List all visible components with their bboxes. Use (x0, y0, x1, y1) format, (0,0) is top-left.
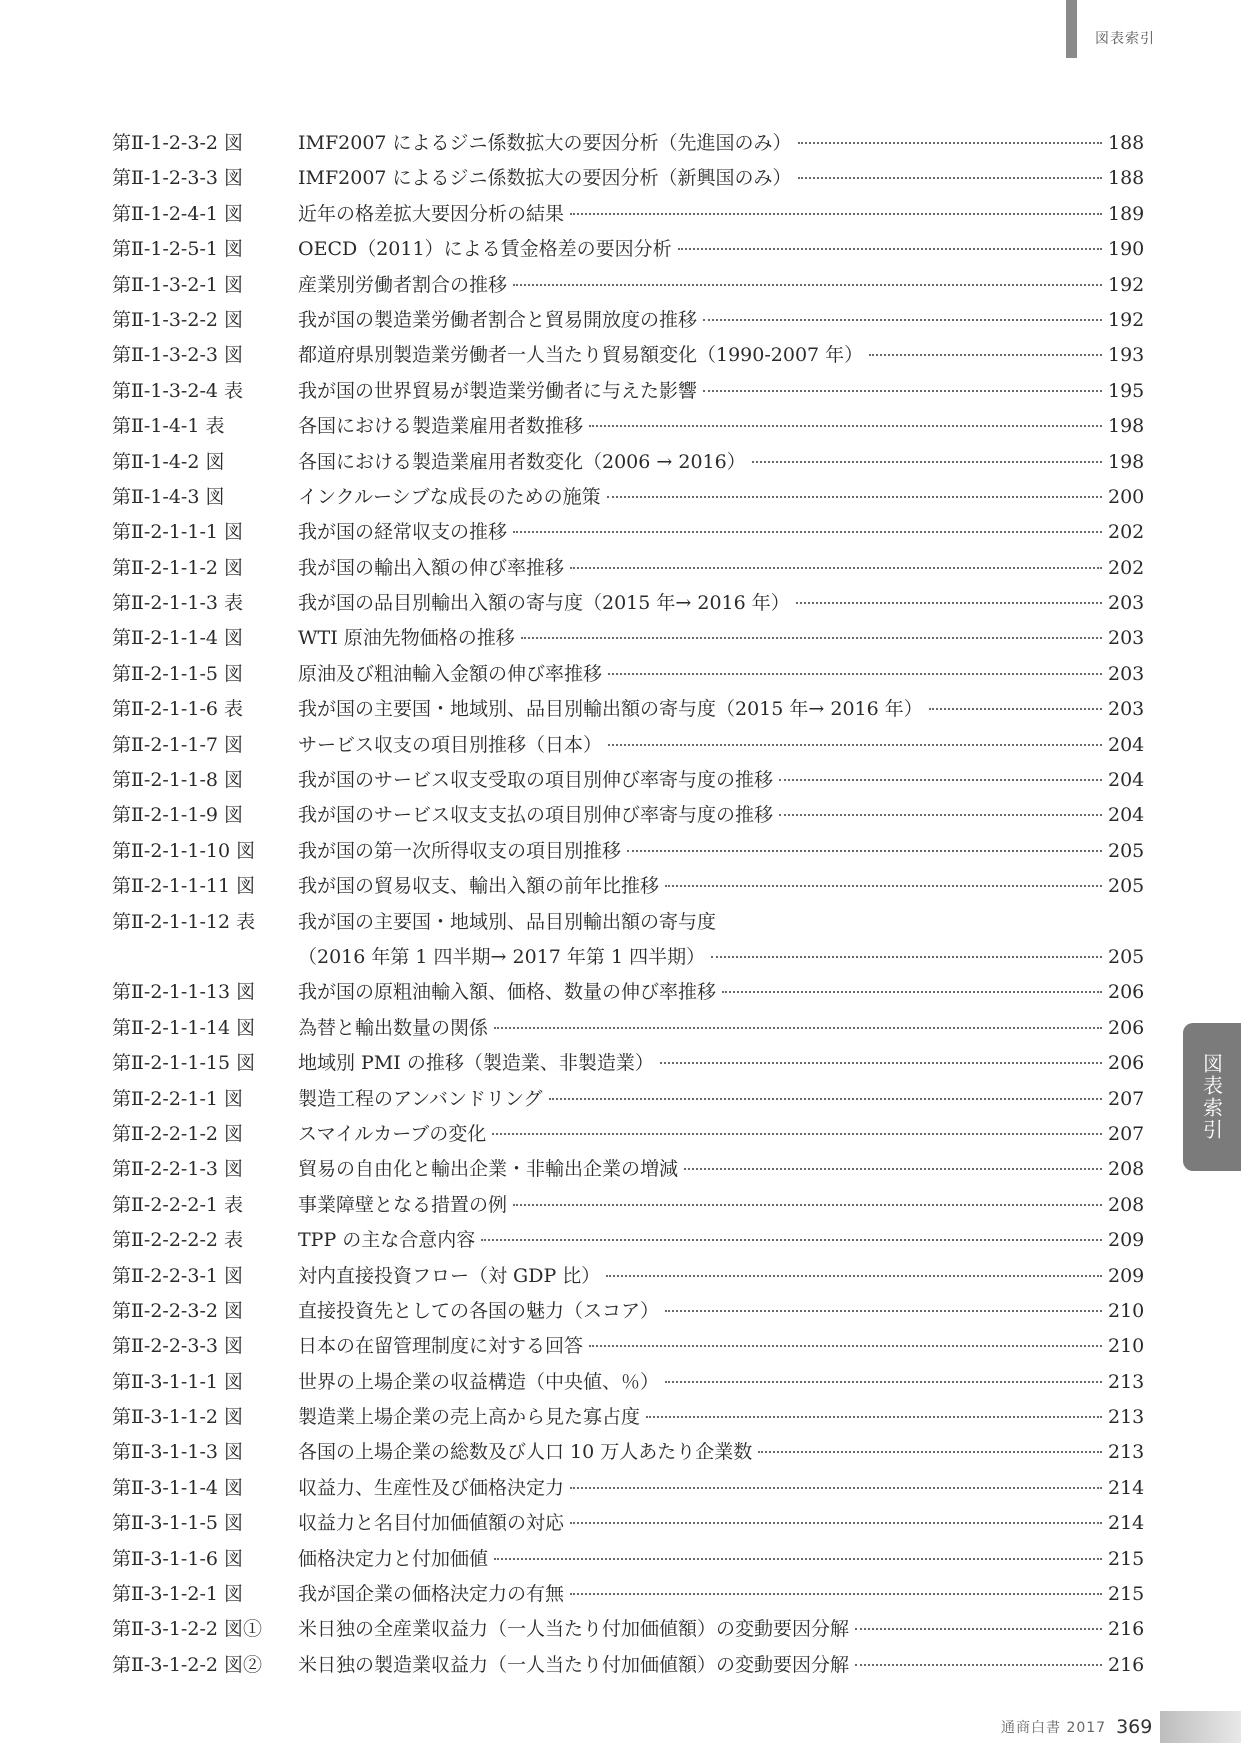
figure-title: 近年の格差拡大要因分析の結果 (298, 202, 565, 225)
index-entry[interactable] (112, 270, 1145, 305)
figure-title: OECD（2011）による賃金格差の要因分析 (298, 238, 672, 261)
dot-leader (646, 1416, 1102, 1418)
figure-title: サービス収支の項目別推移（日本） (298, 733, 603, 756)
section-tab[interactable] (1183, 1023, 1241, 1171)
dot-leader (665, 885, 1102, 887)
page-ref: 213 (1108, 1441, 1145, 1464)
publication-title: 通商白書 2017 (1001, 1720, 1107, 1736)
figure-id: 第Ⅱ-1-4-3 図 (112, 485, 225, 508)
page-ref: 214 (1108, 1476, 1145, 1499)
figure-title: 我が国の貿易収支、輸出入額の前年比推移 (298, 875, 660, 898)
page-ref: 207 (1108, 1087, 1145, 1110)
dot-leader (855, 1628, 1102, 1630)
index-entry[interactable] (112, 234, 1145, 269)
index-entry[interactable] (112, 871, 1145, 906)
index-entry[interactable] (112, 1119, 1145, 1154)
dot-leader (703, 319, 1102, 321)
figure-id: 第Ⅱ-2-2-1-3 図 (112, 1158, 243, 1181)
figure-id: 第Ⅱ-1-3-2-2 図 (112, 308, 243, 331)
index-entry-row (112, 588, 1145, 623)
page-ref: 207 (1108, 1122, 1145, 1145)
index-entry[interactable] (112, 659, 1145, 694)
figure-title: 日本の在留管理制度に対する回答 (298, 1335, 584, 1358)
index-entry[interactable] (112, 1048, 1145, 1083)
page-ref: 189 (1108, 202, 1145, 225)
figure-id: 第Ⅱ-2-2-3-1 図 (112, 1264, 243, 1287)
figure-id: 第Ⅱ-2-1-1-13 図 (112, 981, 256, 1004)
page-ref: 205 (1108, 839, 1145, 862)
figure-id: 第Ⅱ-1-2-5-1 図 (112, 238, 243, 261)
dot-leader (665, 1310, 1102, 1312)
dot-leader (481, 1239, 1102, 1241)
index-entry[interactable] (112, 765, 1145, 800)
page-ref: 204 (1108, 804, 1145, 827)
figure-title: 我が国のサービス収支受取の項目別伸び率寄与度の推移 (298, 769, 774, 792)
figure-id: 第Ⅱ-3-1-1-4 図 (112, 1476, 243, 1499)
page-ref: 188 (1108, 167, 1145, 190)
page-ref: 203 (1108, 627, 1145, 650)
figure-title: IMF2007 によるジニ係数拡大の要因分析（新興国のみ） (298, 167, 792, 190)
index-entry[interactable] (112, 1013, 1145, 1048)
page-ref: 205 (1108, 875, 1145, 898)
figure-title: スマイルカーブの変化 (298, 1122, 487, 1145)
figure-id: 第Ⅱ-1-3-2-3 図 (112, 344, 243, 367)
dot-leader (703, 390, 1102, 392)
page-ref: 203 (1108, 662, 1145, 685)
figure-title: 収益力と名目付加価値額の対応 (298, 1512, 565, 1535)
index-entry-row (112, 694, 1145, 729)
figure-title: TPP の主な合意内容 (298, 1229, 476, 1252)
index-entry-row (112, 234, 1145, 269)
index-entry[interactable] (112, 411, 1145, 446)
index-entry[interactable] (112, 694, 1145, 729)
index-entry-row (112, 977, 1145, 1012)
index-entry-row (112, 1614, 1145, 1649)
index-entry[interactable] (112, 1614, 1145, 1649)
running-header: 図表索引 (1095, 31, 1155, 47)
figure-id: 第Ⅱ-3-1-1-1 図 (112, 1370, 243, 1393)
dot-leader (798, 177, 1102, 179)
figure-title: 我が国の主要国・地域別、品目別輸出額の寄与度（2015 年→ 2016 年） (298, 698, 923, 721)
dot-leader (608, 744, 1102, 746)
index-entry-row (112, 270, 1145, 305)
figure-id: 第Ⅱ-1-2-4-1 図 (112, 202, 243, 225)
page-ref: 209 (1108, 1229, 1145, 1252)
figure-id: 第Ⅱ-3-1-2-1 図 (112, 1583, 243, 1606)
index-entry-row (112, 1473, 1145, 1508)
dot-leader (570, 1522, 1102, 1524)
index-entry-row (112, 1048, 1145, 1083)
figure-title: 我が国の品目別輸出入額の寄与度（2015 年→ 2016 年） (298, 592, 790, 615)
figure-title: WTI 原油先物価格の推移 (298, 627, 515, 650)
index-entry-row (112, 907, 1142, 942)
dot-leader (570, 213, 1102, 215)
section-tab-label: 図表索引 (1199, 1053, 1224, 1141)
dot-leader (929, 708, 1102, 710)
figure-title: 原油及び粗油輸入金額の伸び率推移 (298, 662, 603, 685)
dot-leader (570, 567, 1102, 569)
figure-id: 第Ⅱ-2-1-1-15 図 (112, 1052, 256, 1075)
figure-title: 我が国の製造業労働者割合と貿易開放度の推移 (298, 308, 698, 331)
figure-index-list (112, 128, 1145, 1685)
page-number: 369 (1116, 1716, 1153, 1738)
index-entry[interactable] (112, 553, 1145, 588)
index-entry-row (112, 482, 1145, 517)
figure-title: 米日独の製造業収益力（一人当たり付加価値額）の変動要因分解 (298, 1653, 850, 1676)
index-entry[interactable] (112, 1084, 1145, 1119)
index-entry-row (112, 1296, 1145, 1331)
page-ref: 200 (1108, 485, 1145, 508)
dot-leader (758, 1451, 1102, 1453)
figure-title: 世界の上場企業の収益構造（中央値、％） (298, 1370, 660, 1393)
dot-leader (570, 1487, 1102, 1489)
page-ref: 202 (1108, 521, 1145, 544)
page-ref: 216 (1108, 1653, 1145, 1676)
index-entry[interactable] (112, 588, 1145, 623)
page-ref: 206 (1108, 1016, 1145, 1039)
index-entry-row (112, 1437, 1145, 1472)
index-entry-row (112, 765, 1145, 800)
dot-leader (627, 850, 1102, 852)
index-entry[interactable] (112, 163, 1145, 198)
figure-id: 第Ⅱ-3-1-1-2 図 (112, 1406, 243, 1429)
figure-id: 第Ⅱ-2-1-1-11 図 (112, 875, 256, 898)
index-entry-continuation-row (112, 942, 1145, 977)
dot-leader (608, 673, 1102, 675)
page-ref: 198 (1108, 450, 1145, 473)
figure-title: 米日独の全産業収益力（一人当たり付加価値額）の変動要因分解 (298, 1618, 850, 1641)
page-ref: 195 (1108, 379, 1145, 402)
index-entry-row (112, 128, 1145, 163)
figure-id: 第Ⅱ-2-2-2-1 表 (112, 1193, 243, 1216)
figure-id: 第Ⅱ-3-1-1-6 図 (112, 1547, 243, 1570)
index-entry-row (112, 1261, 1145, 1296)
dot-leader (513, 1204, 1102, 1206)
figure-id: 第Ⅱ-1-2-3-2 図 (112, 132, 243, 154)
figure-id: 第Ⅱ-2-1-1-3 表 (112, 592, 243, 615)
index-entry[interactable] (112, 482, 1145, 517)
page-ref: 203 (1108, 592, 1145, 615)
figure-title: 対内直接投資フロー（対 GDP 比） (298, 1264, 601, 1287)
index-entry-row (112, 1084, 1145, 1119)
figure-title: 我が国企業の価格決定力の有無 (298, 1583, 565, 1606)
figure-id: 第Ⅱ-2-1-1-10 図 (112, 839, 256, 862)
dot-leader (494, 1027, 1102, 1029)
figure-id: 第Ⅱ-3-1-1-5 図 (112, 1512, 243, 1535)
index-entry-row (112, 1331, 1145, 1366)
index-entry[interactable] (112, 305, 1145, 340)
index-entry-row (112, 1119, 1145, 1154)
figure-id: 第Ⅱ-2-1-1-14 図 (112, 1016, 256, 1039)
index-entry-row (112, 800, 1145, 835)
page-ref: 192 (1108, 308, 1145, 331)
figure-id: 第Ⅱ-2-1-1-1 図 (112, 521, 243, 544)
figure-title: 価格決定力と付加価値 (298, 1547, 489, 1570)
index-entry[interactable] (112, 907, 1145, 978)
page-ref: 215 (1108, 1547, 1145, 1570)
dot-leader (722, 991, 1102, 993)
index-entry[interactable] (112, 1367, 1145, 1402)
figure-title: IMF2007 によるジニ係数拡大の要因分析（先進国のみ） (298, 132, 792, 154)
index-entry[interactable] (112, 128, 1145, 163)
figure-id: 第Ⅱ-3-1-1-3 図 (112, 1441, 243, 1464)
header-accent-bar (1066, 0, 1077, 58)
dot-leader (589, 425, 1102, 427)
figure-id: 第Ⅱ-1-4-1 表 (112, 415, 225, 438)
figure-id: 第Ⅱ-1-2-3-3 図 (112, 167, 243, 190)
page-ref: 216 (1108, 1618, 1145, 1641)
figure-id: 第Ⅱ-2-1-1-2 図 (112, 556, 243, 579)
figure-title: 為替と輸出数量の関係 (298, 1016, 489, 1039)
dot-leader (796, 602, 1102, 604)
index-entry-row (112, 836, 1145, 871)
page-ref: 209 (1108, 1264, 1145, 1287)
index-entry-row (112, 1544, 1145, 1579)
figure-title: 各国における製造業雇用者数推移 (298, 415, 584, 438)
index-entry-row (112, 199, 1145, 234)
dot-leader (492, 1133, 1102, 1135)
page-ref: 204 (1108, 769, 1145, 792)
figure-id: 第Ⅱ-2-1-1-12 表 (112, 910, 256, 933)
figure-title: 都道府県別製造業労働者一人当たり貿易額変化（1990-2007 年） (298, 344, 864, 367)
figure-id: 第Ⅱ-2-1-1-7 図 (112, 733, 243, 756)
index-entry-row (112, 1402, 1145, 1437)
dot-leader (779, 779, 1102, 781)
figure-title: 我が国の主要国・地域別、品目別輸出額の寄与度 (298, 910, 717, 933)
index-entry[interactable] (112, 1331, 1145, 1366)
dot-leader (513, 284, 1102, 286)
figure-title: 収益力、生産性及び価格決定力 (298, 1476, 565, 1499)
figure-title: 各国における製造業雇用者数変化（2006 → 2016） (298, 450, 746, 473)
index-entry[interactable] (112, 977, 1145, 1012)
dot-leader (665, 1381, 1102, 1383)
dot-leader (521, 637, 1102, 639)
figure-id: 第Ⅱ-2-2-3-3 図 (112, 1335, 243, 1358)
page-ref: 208 (1108, 1193, 1145, 1216)
dot-leader (607, 496, 1102, 498)
figure-title: 我が国の第一次所得収支の項目別推移 (298, 839, 622, 862)
index-entry[interactable] (112, 1190, 1145, 1225)
index-entry[interactable] (112, 447, 1145, 482)
dot-leader (606, 1275, 1102, 1277)
dot-leader (855, 1664, 1102, 1666)
figure-id: 第Ⅱ-2-1-1-9 図 (112, 804, 243, 827)
index-entry[interactable] (112, 1402, 1145, 1437)
page-ref: 213 (1108, 1370, 1145, 1393)
figure-id: 第Ⅱ-1-4-2 図 (112, 450, 225, 473)
figure-id: 第Ⅱ-2-2-1-1 図 (112, 1087, 243, 1110)
index-entry-row (112, 623, 1145, 658)
index-entry[interactable] (112, 1225, 1145, 1260)
page-ref: 206 (1108, 981, 1145, 1004)
figure-title: 我が国のサービス収支支払の項目別伸び率寄与度の推移 (298, 804, 774, 827)
index-entry[interactable] (112, 199, 1145, 234)
dot-leader (869, 354, 1102, 356)
figure-title: 直接投資先としての各国の魅力（スコア） (298, 1299, 660, 1322)
index-entry[interactable] (112, 1508, 1145, 1543)
index-entry-row (112, 411, 1145, 446)
index-entry[interactable] (112, 1650, 1145, 1685)
dot-leader (660, 1062, 1102, 1064)
page-ref: 204 (1108, 733, 1145, 756)
index-entry-row (112, 1190, 1145, 1225)
page-ref: 213 (1108, 1406, 1145, 1429)
page-ref: 214 (1108, 1512, 1145, 1535)
page-ref: 215 (1108, 1583, 1145, 1606)
index-entry[interactable] (112, 1261, 1145, 1296)
figure-title-continuation: （2016 年第 1 四半期→ 2017 年第 1 四半期） (298, 945, 706, 968)
index-entry-row (112, 871, 1145, 906)
figure-title: 貿易の自由化と輸出企業・非輸出企業の増減 (298, 1158, 679, 1181)
figure-title: 地域別 PMI の推移（製造業、非製造業） (298, 1052, 654, 1075)
index-entry[interactable] (112, 1296, 1145, 1331)
figure-id: 第Ⅱ-2-2-1-2 図 (112, 1122, 243, 1145)
index-entry[interactable] (112, 1437, 1145, 1472)
index-entry[interactable] (112, 1579, 1145, 1614)
index-entry[interactable] (112, 376, 1145, 411)
index-entry-row (112, 1579, 1145, 1614)
index-entry-row (112, 1650, 1145, 1685)
index-entry[interactable] (112, 800, 1145, 835)
index-entry-row (112, 163, 1145, 198)
index-entry[interactable] (112, 517, 1145, 552)
index-entry[interactable] (112, 1473, 1145, 1508)
dot-leader (678, 248, 1102, 250)
dot-leader (779, 814, 1102, 816)
figure-id: 第Ⅱ-2-2-2-2 表 (112, 1229, 243, 1252)
figure-id: 第Ⅱ-3-1-2-2 図① (112, 1618, 262, 1641)
figure-id: 第Ⅱ-1-3-2-4 表 (112, 379, 243, 402)
page-ref: 205 (1108, 945, 1145, 968)
figure-title: 我が国の経常収支の推移 (298, 521, 508, 544)
dot-leader (570, 1593, 1102, 1595)
figure-id: 第Ⅱ-2-1-1-5 図 (112, 662, 243, 685)
page-ref: 193 (1108, 344, 1145, 367)
index-entry-row (112, 340, 1145, 375)
index-entry[interactable] (112, 623, 1145, 658)
index-entry-row (112, 1154, 1145, 1189)
dot-leader (513, 531, 1102, 533)
index-entry-row (112, 305, 1145, 340)
index-entry-row (112, 1508, 1145, 1543)
footer-accent-bar (1160, 1711, 1241, 1743)
index-entry-row (112, 517, 1145, 552)
figure-title: インクルーシブな成長のための施策 (298, 485, 601, 508)
index-entry[interactable] (112, 730, 1145, 765)
page-ref: 188 (1108, 132, 1145, 154)
page-ref: 202 (1108, 556, 1145, 579)
figure-title: 製造工程のアンバンドリング (298, 1087, 543, 1110)
page-ref: 208 (1108, 1158, 1145, 1181)
index-entry[interactable] (112, 1154, 1145, 1189)
figure-id: 第Ⅱ-2-1-1-6 表 (112, 698, 243, 721)
page-ref: 210 (1108, 1335, 1145, 1358)
figure-title: 製造業上場企業の売上高から見た寡占度 (298, 1406, 641, 1429)
page-ref: 192 (1108, 273, 1145, 296)
figure-title: 各国の上場企業の総数及び人口 10 万人あたり企業数 (298, 1441, 753, 1464)
index-entry[interactable] (112, 1544, 1145, 1579)
index-entry-row (112, 659, 1145, 694)
figure-id: 第Ⅱ-2-1-1-4 図 (112, 627, 243, 650)
page-ref: 203 (1108, 698, 1145, 721)
figure-id: 第Ⅱ-2-1-1-8 図 (112, 769, 243, 792)
figure-title: 産業別労働者割合の推移 (298, 273, 508, 296)
page-ref: 206 (1108, 1052, 1145, 1075)
dot-leader (798, 142, 1102, 144)
figure-id: 第Ⅱ-2-2-3-2 図 (112, 1299, 243, 1322)
page-ref: 190 (1108, 238, 1145, 261)
dot-leader (494, 1558, 1102, 1560)
dot-leader (684, 1168, 1102, 1170)
index-entry-row (112, 447, 1145, 482)
dot-leader (549, 1098, 1102, 1100)
figure-id: 第Ⅱ-1-3-2-1 図 (112, 273, 243, 296)
page-ref: 198 (1108, 415, 1145, 438)
figure-title: 我が国の輸出入額の伸び率推移 (298, 556, 565, 579)
figure-title: 我が国の原粗油輸入額、価格、数量の伸び率推移 (298, 981, 717, 1004)
index-entry-row (112, 376, 1145, 411)
index-entry-row (112, 553, 1145, 588)
figure-id: 第Ⅱ-3-1-2-2 図② (112, 1653, 262, 1676)
page-ref: 210 (1108, 1299, 1145, 1322)
dot-leader (752, 461, 1102, 463)
dot-leader (711, 956, 1102, 958)
index-entry-row (112, 730, 1145, 765)
index-entry[interactable] (112, 340, 1145, 375)
figure-title: 我が国の世界貿易が製造業労働者に与えた影響 (298, 379, 698, 402)
index-entry[interactable] (112, 836, 1145, 871)
dot-leader (589, 1345, 1102, 1347)
index-entry-row (112, 1013, 1145, 1048)
index-entry-row (112, 1225, 1145, 1260)
index-entry-row (112, 1367, 1145, 1402)
page-footer (1001, 1711, 1241, 1743)
figure-title: 事業障壁となる措置の例 (298, 1193, 508, 1216)
